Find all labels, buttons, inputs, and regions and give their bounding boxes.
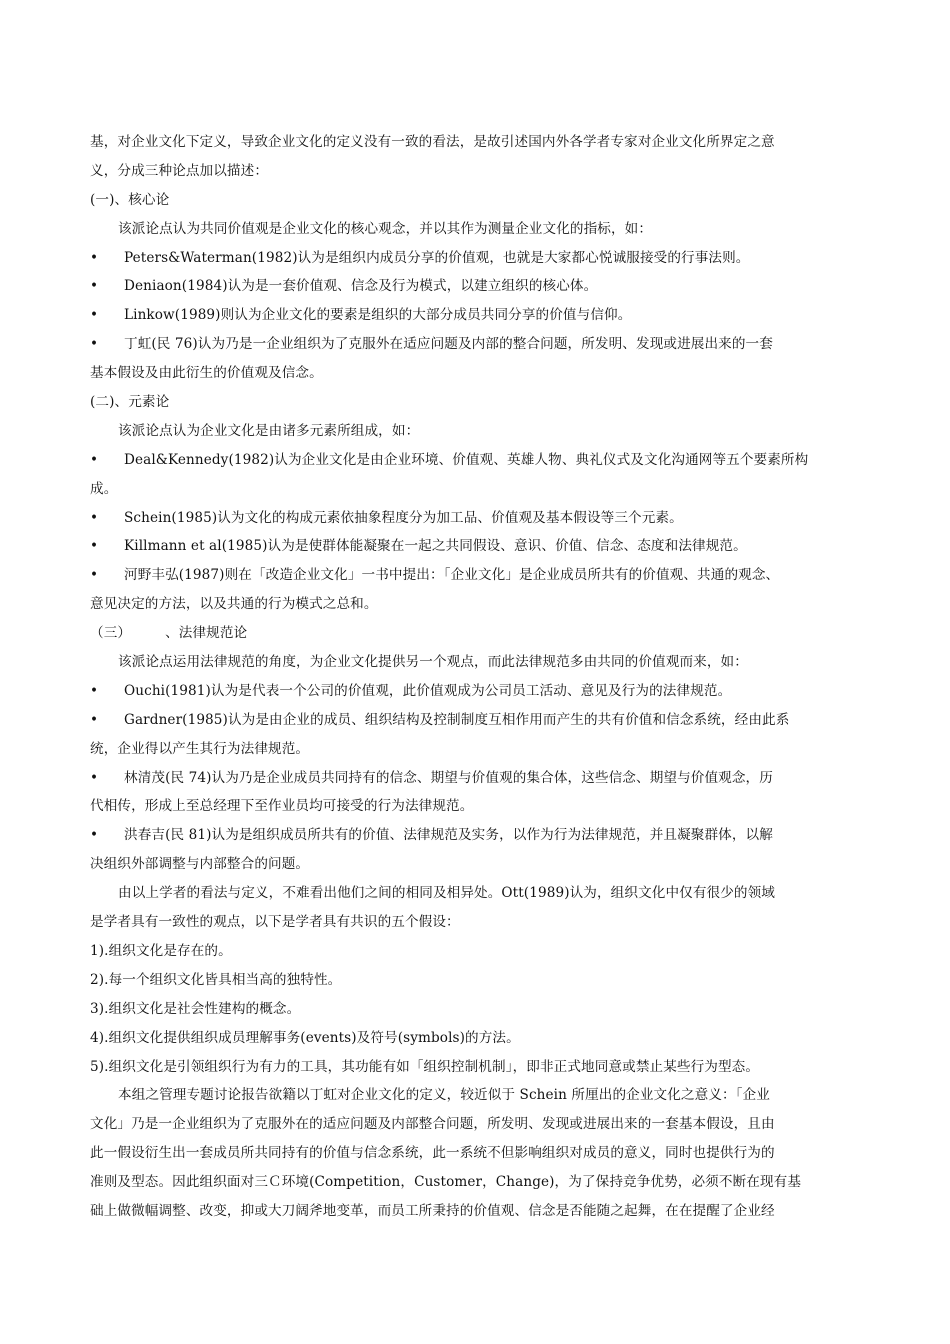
section-heading: (一)、核心论 <box>90 191 170 208</box>
bullet-symbol: • <box>90 307 99 324</box>
text-line: 2).每一个组织文化皆具相当高的独特性。 <box>90 971 342 988</box>
text-line: 3).组织文化是社会性建构的概念。 <box>90 1000 301 1017</box>
text-line: 是学者具有一致性的观点，以下是学者具有共识的五个假设： <box>90 914 460 931</box>
text-line: 4).组织文化提供组织成员理解事务(events)及符号(symbols)的方法。 <box>90 1029 520 1046</box>
bullet-item <box>90 301 822 330</box>
text-line: 此一假设衍生出一套成员所共同持有的价值与信念系统，此一系统不但影响组织对成员的意义，同时也提供行为的 <box>90 1145 775 1162</box>
section-number: （三） <box>90 625 132 642</box>
text-line: 准则及型态。因此组织面对三Ｃ环境(Competition，Customer，Change)，为了保持竞争优势，必须不断在现有基 <box>90 1174 802 1191</box>
bullet-symbol: • <box>90 538 99 555</box>
bullet-item <box>90 706 822 735</box>
bullet-symbol: • <box>90 827 99 844</box>
text-line: 础上做微幅调整、改变，抑或大刀阔斧地变革，而员工所秉持的价值观、信念是否能随之起舞，在在提醒了企业经 <box>90 1202 775 1219</box>
bullet-symbol: • <box>90 769 99 786</box>
text-line: 文化」乃是一企业组织为了克服外在的适应问题及内部整合问题，所发明、发现或进展出来的一套基本假设，且由 <box>90 1116 775 1133</box>
text-line: 5).组织文化是引领组织行为有力的工具，其功能有如「组织控制机制」，即非正式地同意或禁止某些行为型态。 <box>90 1058 760 1075</box>
text-line: 基本假设及由此衍生的价值观及信念。 <box>90 365 323 382</box>
bullet-item <box>90 330 822 359</box>
section-title: 、法律规范论 <box>165 625 248 642</box>
bullet-symbol: • <box>90 451 99 468</box>
text-line: 统，企业得以产生其行为法律规范。 <box>90 740 310 757</box>
bullet-text: Peters&Waterman(1982)认为是组织内成员分享的价值观，也就是大家都心悦诚服接受的行事法则。 <box>124 249 750 266</box>
section-heading: (二)、元素论 <box>90 394 170 411</box>
bullet-item <box>90 561 822 590</box>
bullet-text: 洪春吉(民 81)认为是组织成员所共有的价值、法律规范及实务，以作为行为法律规范，并且凝聚群体，以解 <box>124 827 773 844</box>
bullet-symbol: • <box>90 567 99 584</box>
bullet-item <box>90 446 822 475</box>
text-line: 该派论点认为企业文化是由诸多元素所组成，如： <box>118 422 420 439</box>
bullet-text: Ouchi(1981)认为是代表一个公司的价值观，此价值观成为公司员工活动、意见及行为的法律规范。 <box>124 682 732 699</box>
section-heading <box>90 619 822 648</box>
text-line: 基，对企业文化下定义，导致企业文化的定义没有一致的看法，是故引述国内外各学者专家对企业文化所界定之意 <box>90 134 775 150</box>
text-line: 决组织外部调整与内部整合的问题。 <box>90 856 310 873</box>
bullet-item <box>90 532 822 561</box>
bullet-item <box>90 244 822 273</box>
bullet-item <box>90 764 822 793</box>
bullet-text: 河野丰弘(1987)则在「改造企业文化」一书中提出：「企业文化」是企业成员所共有的价值观、共通的观念、 <box>124 567 780 584</box>
text-line: 意见决定的方法，以及共通的行为模式之总和。 <box>90 596 378 613</box>
text-line: 义，分成三种论点加以描述： <box>90 162 269 179</box>
bullet-text: Deal&Kennedy(1982)认为企业文化是由企业环境、价值观、英雄人物、典礼仪式及文化沟通网等五个要素所构 <box>124 451 809 468</box>
bullet-text: Gardner(1985)认为是由企业的成员、组织结构及控制制度互相作用而产生的共有价值和信念系统，经由此系 <box>124 711 790 728</box>
bullet-text: Killmann et al(1985)认为是使群体能凝聚在一起之共同假设、意识、价值、信念、态度和法律规范。 <box>124 538 747 555</box>
bullet-text: 林清茂(民 74)认为乃是企业成员共同持有的信念、期望与价值观的集合体，这些信念、期望与价值观念，历 <box>124 769 773 786</box>
bullet-item <box>90 272 822 301</box>
document-body <box>90 128 822 1226</box>
text-line: 1).组织文化是存在的。 <box>90 942 232 959</box>
bullet-text: Deniaon(1984)认为是一套价值观、信念及行为模式，以建立组织的核心体。 <box>124 278 598 295</box>
bullet-symbol: • <box>90 336 99 353</box>
bullet-text: Schein(1985)认为文化的构成元素依抽象程度分为加工品、价值观及基本假设等三个元素。 <box>124 509 683 526</box>
text-line: 由以上学者的看法与定义，不难看出他们之间的相同及相异处。Ott(1989)认为，组织文化中仅有很少的领域 <box>118 885 775 902</box>
text-line: 该派论点运用法律规范的角度，为企业文化提供另一个观点，而此法律规范多由共同的价值观而来，如： <box>118 654 748 671</box>
bullet-symbol: • <box>90 249 99 266</box>
bullet-symbol: • <box>90 278 99 295</box>
text-line: 成。 <box>90 480 118 497</box>
text-line: 代相传，形成上至总经理下至作业员均可接受的行为法律规范。 <box>90 798 474 815</box>
bullet-symbol: • <box>90 711 99 728</box>
bullet-text: Linkow(1989)则认为企业文化的要素是组织的大部分成员共同分享的价值与信仰。 <box>124 307 632 324</box>
bullet-text: 丁虹(民 76)认为乃是一企业组织为了克服外在适应问题及内部的整合问题，所发明、发现或进展出来的一套 <box>124 336 773 353</box>
text-line: 本组之管理专题讨论报告欲籍以丁虹对企业文化的定义，较近似于 Schein 所厘出的企业文化之意义：「企业 <box>118 1087 770 1104</box>
text-line: 该派论点认为共同价值观是企业文化的核心观念，并以其作为测量企业文化的指标，如： <box>118 220 653 237</box>
bullet-symbol: • <box>90 509 99 526</box>
bullet-symbol: • <box>90 682 99 699</box>
bullet-item <box>90 677 822 706</box>
bullet-item <box>90 821 822 850</box>
bullet-item <box>90 504 822 533</box>
